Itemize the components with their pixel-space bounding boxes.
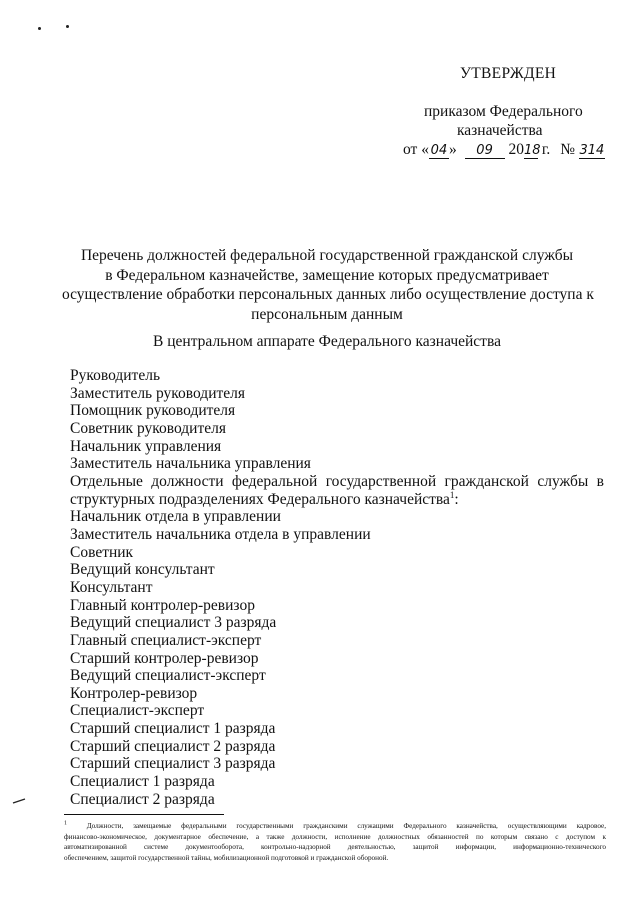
document-heading <box>62 246 592 324</box>
margin-pen-mark <box>12 798 26 804</box>
list-item: Руководитель <box>70 367 161 384</box>
list-item: Помощник руководителя <box>70 402 236 420</box>
footnote-line: $^1$ Должности, замещаемые федеральными государственными гражданскими служащими Федерального казначейства, осуществляющими кадровое, <box>64 820 606 830</box>
date-year-end: г. <box>541 141 551 158</box>
list-item: Главный контролер-ревизор <box>70 596 255 614</box>
section-subheading: В центральном аппарате Федерального казначейства <box>153 333 501 350</box>
list-item: Специалист-эксперт <box>70 702 205 720</box>
list-item: Заместитель начальника отдела в управлении <box>70 525 371 543</box>
approval-authority-line: казначейства <box>457 122 543 139</box>
list-item: Советник руководителя <box>70 419 226 437</box>
footnote-line: финансово-экономическое, документарное обеспечение, а также должности, исполнение должностных обязанностей по которым связано с доступом к <box>64 832 606 841</box>
date-month: 09 <box>465 143 505 159</box>
approval-order-line: приказом Федерального <box>424 103 583 120</box>
date-year-suffix: 18 <box>523 143 541 158</box>
list-item: Заместитель руководителя <box>70 384 246 402</box>
heading-line: в Федеральном казначействе, замещение которых предусматривает <box>105 266 549 284</box>
footnote-line: автоматизированной системе документооборота, контрольно-надзорной деятельностью, защитой информации, информационно-технического <box>64 843 606 852</box>
structural-positions-line: Отдельные должности федеральной государственной гражданской службы в <box>70 472 604 490</box>
footnote-reference: 1 <box>449 489 455 500</box>
date-year-prefix: 20 <box>508 141 524 158</box>
list-item: Ведущий специалист 3 разряда <box>70 614 277 632</box>
heading-line: персональным данным <box>251 305 403 323</box>
footnote-line: обеспечением, защитой государственной тайны, мобилизационной подготовкой и гражданской обороной. <box>64 853 389 862</box>
list-item: Специалист 1 разряда <box>70 773 215 791</box>
list-item: Специалист 2 разряда <box>70 790 215 808</box>
heading-line: Перечень должностей федеральной государственной гражданской службы <box>80 247 574 264</box>
footnote <box>64 821 606 863</box>
list-item: Начальник отдела в управлении <box>70 508 281 526</box>
number-sign: № <box>560 141 575 158</box>
list-item: Ведущий консультант <box>70 561 215 579</box>
footnote-marker: 1 <box>64 820 67 827</box>
order-number: 314 <box>579 143 605 158</box>
list-item: Заместитель начальника управления <box>70 455 311 473</box>
structural-positions-line <box>70 491 604 509</box>
scan-speck <box>38 27 41 30</box>
date-day: 04 <box>430 143 448 158</box>
footnote-separator <box>64 814 224 815</box>
list-item: Старший специалист 1 разряда <box>70 720 276 738</box>
list-item: Начальник управления <box>70 437 222 455</box>
list-item: Советник <box>70 543 134 561</box>
approval-title: УТВЕРЖДЕН <box>460 65 557 82</box>
list-item: Старший специалист 2 разряда <box>70 737 276 755</box>
list-item: Старший специалист 3 разряда <box>70 755 276 773</box>
heading-line: осуществление обработки персональных данных либо осуществление доступа к <box>62 286 594 303</box>
list-item: Главный специалист-эксперт <box>70 631 262 649</box>
structural-text: структурных подразделениях Федерального казначейства <box>70 490 450 508</box>
list-item: Ведущий специалист-эксперт <box>70 667 266 685</box>
list-item: Контролер-ревизор <box>70 684 198 702</box>
positions-list <box>70 367 604 808</box>
date-mid: » <box>448 141 457 158</box>
list-item: Старший контролер-ревизор <box>70 649 259 667</box>
structural-colon: : <box>454 490 459 508</box>
date-prefix: от « <box>403 141 429 158</box>
scan-speck <box>66 25 69 28</box>
approval-date-line <box>403 140 605 159</box>
list-item: Консультант <box>70 578 153 596</box>
